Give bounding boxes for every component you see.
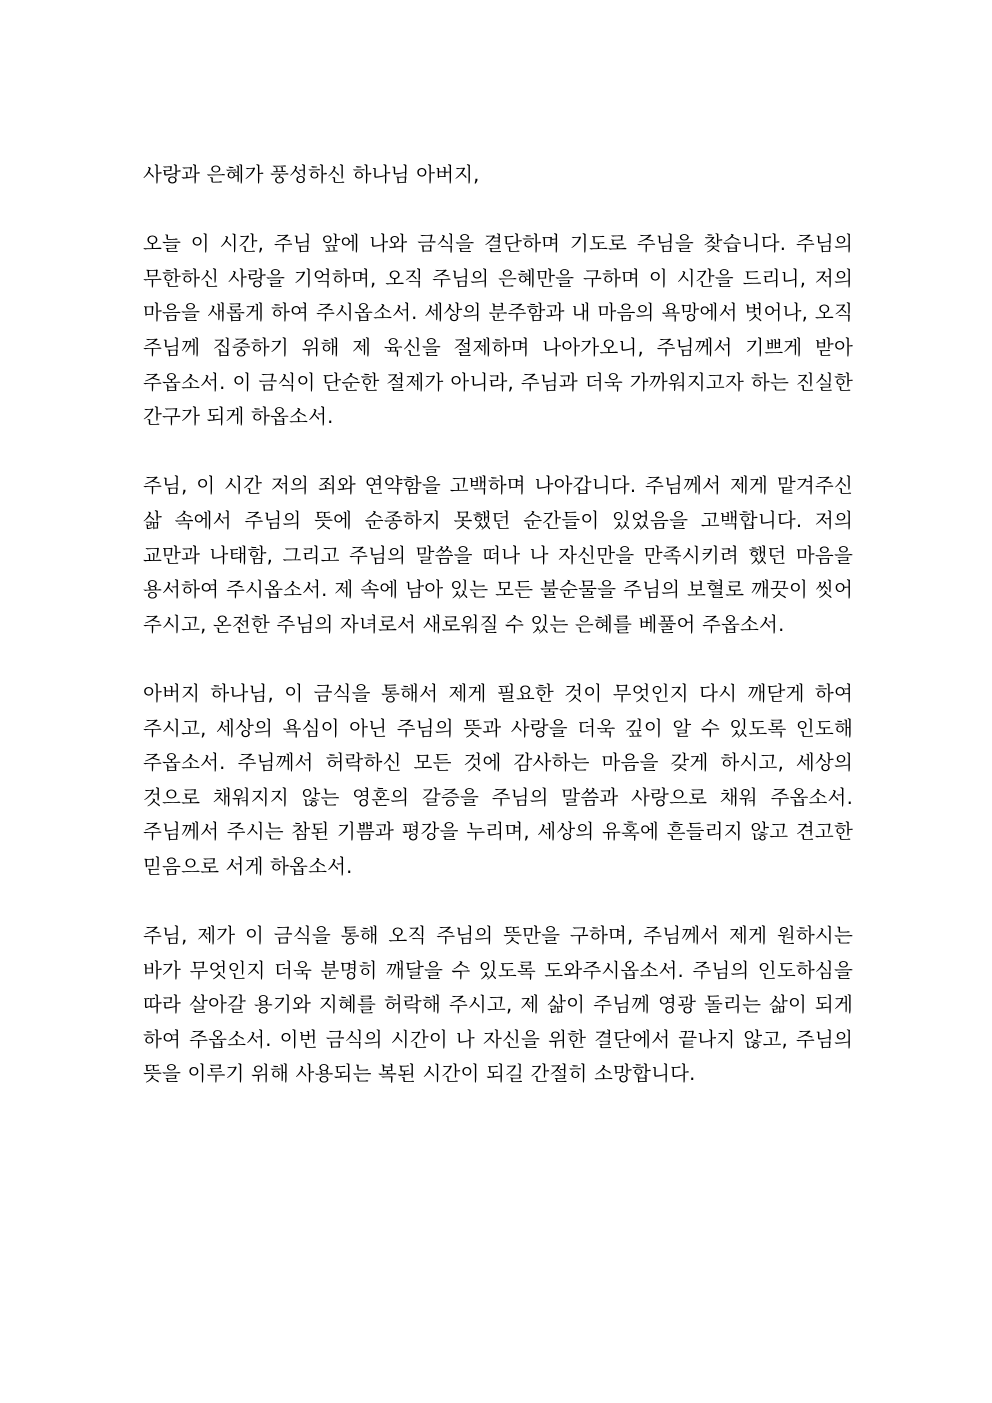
body-paragraph: 주님, 이 시간 저의 죄와 연약함을 고백하며 나아갑니다. 주님께서 제게 맡겨주신 삶 속에서 주님의 뜻에 순종하지 못했던 순간들이 있었음을 고백합니다. 저의 교만과 나태함, 그리고 주님의 말씀을 떠나 나 자신만을 만족시키려 했던 마음을 용서하여 주시옵소서. 제 속에 남아 있는 모든 불순물을 주님의 보혈로 깨끗이 씻어 주시고, 온전한 주님의 자녀로서 새로워질 수 있는 은혜를 베풀어 주옵소서. [143, 474, 853, 636]
greeting-paragraph: 사랑과 은혜가 풍성하신 하나님 아버지, [143, 163, 480, 186]
body-paragraph: 주님, 제가 이 금식을 통해 오직 주님의 뜻만을 구하며, 주님께서 제게 원하시는 바가 무엇인지 더욱 분명히 깨달을 수 있도록 도와주시옵소서. 주님의 인도하심을 따라 살아갈 용기와 지혜를 허락해 주시고, 제 삶이 주님께 영광 돌리는 삶이 되게 하여 주옵소서. 이번 금식의 시간이 나 자신을 위한 결단에서 끝나지 않고, 주님의 뜻을 이루기 위해 사용되는 복된 시간이 되길 간절히 소망합니다. [143, 924, 853, 1086]
document-page [143, 158, 853, 1092]
body-paragraph: 아버지 하나님, 이 금식을 통해서 제게 필요한 것이 무엇인지 다시 깨닫게 하여 주시고, 세상의 욕심이 아닌 주님의 뜻과 사랑을 더욱 깊이 알 수 있도록 인도해 주옵소서. 주님께서 허락하신 모든 것에 감사하는 마음을 갖게 하시고, 세상의 것으로 채워지지 않는 영혼의 갈증을 주님의 말씀과 사랑으로 채워 주옵소서. 주님께서 주시는 참된 기쁨과 평강을 누리며, 세상의 유혹에 흔들리지 않고 견고한 믿음으로 서게 하옵소서. [143, 681, 853, 878]
body-paragraph: 오늘 이 시간, 주님 앞에 나와 금식을 결단하며 기도로 주님을 찾습니다. 주님의 무한하신 사랑을 기억하며, 오직 주님의 은혜만을 구하며 이 시간을 드리니, 저의 마음을 새롭게 하여 주시옵소서. 세상의 분주함과 내 마음의 욕망에서 벗어나, 오직 주님께 집중하기 위해 제 육신을 절제하며 나아가오니, 주님께서 기쁘게 받아 주옵소서. 이 금식이 단순한 절제가 아니라, 주님과 더욱 가까워지고자 하는 진실한 간구가 되게 하옵소서. [143, 232, 853, 429]
